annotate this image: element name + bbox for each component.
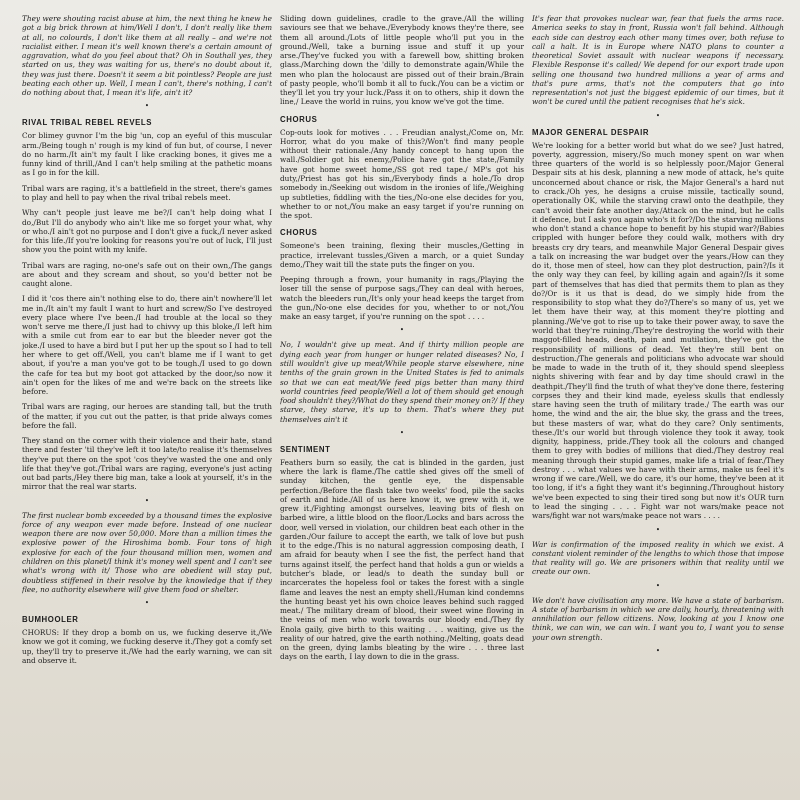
song-title-major-general-despair: MAJOR GENERAL DESPAIR (532, 127, 650, 137)
lyric-paragraph: Peeping through a frown, your humanity in rags,/Playing the loser till the sense of purpose sags,/They can deal with heroes, watch the bleeders run,/It's only your head keeps the target from the gun,/No-one else decides for you, whether to or not,/You make an easy target, if you're running on the spot . . . . (280, 275, 524, 322)
bullet-separator: • (144, 102, 150, 111)
lyric-paragraph: CHORUS: If they drop a bomb on us, we fucking deserve it,/We know we got it coming, we fucking deserve it./They got a comfy set up, they'll try to preserve it./We had the early warning, we can sit and observe it. (22, 628, 272, 665)
lyric-paragraph: Tribal wars are raging, no-one's safe out on their own,/The gangs are about and they scream and shout, so you'd better not be caught alone. (22, 260, 272, 289)
lyric-paragraph: Tribal wars are raging, it's a battlefield in the street, there's games to play and hell to pay when the rival tribal rebels meet. (22, 183, 272, 202)
lyric-paragraph: Cor blimey guvnor I'm the big 'un, cop an eyeful of this muscular arm./Being tough n' rough is my kind of fun but, of course, I never do no harm./It ain't my fault I like cracking bones, it gives me a funny kind of thrill,/And I can't help smiling at the pathetic moans as I go in for the kill. (22, 131, 272, 178)
bullet-separator: • (144, 496, 150, 505)
bullet-separator: • (399, 428, 405, 437)
bullet-separator: • (655, 111, 661, 120)
bullet-separator: • (655, 646, 661, 655)
song-title-rival-tribal-rebel-revels: RIVAL TRIBAL REBEL REVELS (22, 118, 153, 128)
civilisation-quote: We don't have civilisation any more. We have a state of barbarism. A state of barbarism in which we are daily, hourly, threatening with annihilation our fellow citizens. Now, looking at you I know one think, we can win, we can win. I want you to, I want you to sense your own strength. (532, 595, 784, 642)
chorus-heading: CHORUS (280, 114, 318, 124)
nuclear-quote: The first nuclear bomb exceeded by a thousand times the explosive force of any weapon ever made before. Instead of one nuclear weapon there are now over 50,000. More than a million times the explosive power of the Hiroshima bomb. Four tons of high explosive for each of the four thousand million men, women and children on this planet/I think it's money well spent and I can't see what's wrong with it/ Those who are obedient will stay put, doubtless stiffened in their resolve by the knowledge that if they flee, no authority elsewhere will give them food or shelter. (22, 510, 272, 594)
bullet-separator: • (399, 326, 405, 335)
bullet-separator: • (144, 599, 150, 608)
war-confirmation-quote: War is confirmation of the imposed reality in which we exist. A constant violent reminder of the lengths to which those that impose that reality will go. We are prisoners within that reality until we create our own. (532, 539, 784, 577)
lyric-paragraph: Sliding down guidelines, cradle to the grave./All the willing saviours see that we behave./Everybody knows they're there, see them all around./Lots of little people who'll put you in the ground./Well, take a burning issue and stuff it up your arse./They've fucked you with a farewell bow, shitting broken glass./Marching down the 'dilly to demonstrate again/While the men who plan the holocaust are pissed out of their brain./Brain of pasty people, who'll bomb it all to fuck./You can be a victim or they'll let you try your luck./Pass it on to others, ship it down the line,/ Leave the world in ruins, you know we've got the time. (280, 14, 524, 107)
bullet-separator: • (655, 525, 661, 534)
meat-quote: No, I wouldn't give up meat. And if thirty million people are dying each year from hunger or hunger related diseases? No, I still wouldn't give up meat/While people starve elsewhere, nine tenths of the grain grown in the United States is fed to animals so that we can eat meat/We feed pigs better than many third world countries feed people/Well a lot of them should get enough food shouldn't they?/What do they spend their money on?/ If they starve, they starve, it's up to them. That's where they put themselves ain't it (280, 340, 524, 424)
lyric-paragraph: I did it 'cos there ain't nothing else to do, there ain't nowhere'll let me in./It ain't my fault I want to hurt and screw/So I've destroyed every place where I've been./I had trouble at the local so they won't serve me there,/I just had to chivvy up this bloke,/I left him with a smile cut from ear to ear but the bleeder never got the joke./I used to have a bird but I put her up the spout so I had to tell her where to get off./Well, you can't blame me if I want to get about, if you're a man you've got to be tough./I used to go down the cafe for tea but my boot got attacked by the door,/so now it ain't open for the likes of me and we're back on the streets like before. (22, 294, 272, 397)
lyric-paragraph: We're looking for a better world but what do we see? Just hatred, poverty, aggression, misery./So much money spent on war when three quarters of the world is so helplessly poor./Major General Despair sits at his desk, planning a new mode of attack, he's quite unconcerned about chance or risk, the Major General's a hard nut to crack./Oh yes, he designs a cruise missile, tactically sound, operationally OK, while the starving crawl onto the deathpile, they can't avoid their fate another day./Attack on the mind, but he calls it defence, but I ask you again who's it for?/Do the starving millions who don't stand a chance hope to benefit by his stupid war?/Babies crippled with hunger before they could walk, mothers with dry breasts cry dry tears, and meanwhile Major General Despair gives a talk on increasing the war budget over the years./How can they do it, those men of steel, how can they plot destruction, pain?/Is it the only way they can feel, by killing again and again?/Is it some part of themselves that has died that permits them to plan as they do?/Or is it us that is dead, do we simply hide from the responsibility to stop what they do?/There's so many of us, yet we let them have their way, at this moment they're plotting and planning./We've got to rise up to take their power away, to save the world that they're ruining./They're destroying the world with their maggot-filled heads, death, pain and mutilation, they've got the responsibility of millions of dead. Yet they're still bent on destruction./The generals and politicians who advocate war should be made to wade in the truth of it, they should spend sleepless nights shivering with fear and by day time should crawl in the deathpit./They'll find the truth of what they've done there, festering corpses they and their kind made, eyeless skulls that endlessly stare having seen the truth of military trade./ The earth was our home, the wind and the air, the blue sky, the grass and the trees, but these masters of war, what do they care? Only sentiments, these./It's our world but through violence they took it away, took dignity, happiness, pride./They took all the colours and changed them to grey with bodies of millions that died./They destroy real meaning through their stupid games, make life a trial of fear./They destroy . . . what values we have with their arms, make us feel it's wrong if we care./Well, we do care, it's our home, they've been at it too long, if it's a fight they want it's beginning./Throughout history we've been expected to sing their tired song but now it's OUR turn to lead the singing . . . . Fight war not wars/make peace not wars/fight war not wars/make peace not wars . . . . (532, 140, 784, 521)
chorus-heading: CHORUS (280, 228, 318, 238)
lyric-paragraph: Feathers burn so easily, the cat is blinded in the garden, just where the lark is flame./The cattle shed gives off the smell of sunday kitchen, the gentle eye, the dispensable perfection./Before the flash take two weeks' food, pile the sacks of earth and hide./All of us here know it, we grew with it, we grew it./Fighting amongst ourselves, leaving bits of flesh on barbed wire, a little blood on the floor./Locks and bars across the door, well versed in violation, our children beat each other in the garden./Our failure to accept the earth, we talk of love but push it to the edge./This is no natural aggression composing death, I am afraid for beauty when I see the fist, the perfect hand that turns against itself, the perfect hand that holds a gun or wields a butcher's blade, or lead/s to death the sunday bull or incarcerates the hopeless fool or takes the forest with a single flame and leaves the nest an empty shell./Human kind condemns the hunting beast yet his own choice leaves behind such ragged meat./ The military dream of blood, their sweet wine flowing in the veins of men who work towards our bloody end./They fly Enola gaily, give birth to this waiting . . . waiting, give us the reality of our hatred, give the earth nothing./Melting, goats dead on the green, dying lambs bleating by the wire . . . three last days on the earth, I lay down to die in the grass. (280, 457, 524, 662)
column-middle (280, 14, 524, 794)
lyric-paragraph: Why can't people just leave me be?/I can't help doing what I do,/But I'll do anybody who ain't like me so forget your what, why or who./I ain't got no purpose and I don't give a fuck,/I never asked for this life./If you're looking for reasons you're out of luck, I'll just show you the point with my knife. (22, 208, 272, 255)
arms-race-quote: It's fear that provokes nuclear war, fear that fuels the arms race. America seeks to stay in front, Russia won't fall behind. Although each side can destroy each other many times over, both refuse to call a halt. It is in Europe where NATO plans to counter a theoretical Soviet assault with nuclear weapons if necessary. Flexible Response it's called/ We depend for our export trade upon selling one thousand two hundred millions a year of arms and that's pure arms, that's not the computers that go into representation's not just the biggest epidemic of our times, but it won't be cured until the patient recognises that he's sick. (532, 14, 784, 107)
lyric-paragraph: Cop-outs look for motives . . . Freudian analyst,/Come on, Mr. Horror, what do you make of this?/Won't find many people without their rationale./Any handy concept to hang upon the wall./Soldier got his enemy,/Police have got the state,/Family have got home sweet home,/SS got red tape./ MP's got his duty,/Priest has got his sin,/Everybody finds a hole./To drop somebody in./Seeking out wisdom in the ironies of life,/Weighing up subtleties, fiddling with the ties,/No-one else decides for you, whether to or not,/You make an easy target if you're running on the spot. (280, 127, 524, 221)
song-title-bumhooler: BUMHOOLER (22, 615, 79, 625)
column-right (532, 14, 784, 794)
song-title-sentiment: SENTIMENT (280, 444, 331, 454)
lyric-paragraph: They stand on the corner with their violence and their hate, stand there and fester 'til they've left it too late/to realise it's themselves they've put there on the spot 'cos they've wasted the one and only life that they've got./Tribal wars are raging, everyone's just acting out bad parts,/Hey there big man, take a look at yourself, it's in the mirror that the real war starts. (22, 436, 272, 492)
column-left (22, 14, 272, 794)
lyric-paragraph: Someone's been training, flexing their muscles,/Getting in practice, irrelevant tussles,/Given a march, or a quiet Sunday demo,/They wait till the state puts the finger on you. (280, 241, 524, 269)
lyric-paragraph: Tribal wars are raging, our heroes are standing tall, but the truth of the matter, if you cut out the patter, is that pride always comes before the fall. (22, 402, 272, 430)
intro-quote: They were shouting racist abuse at him, the next thing he knew he got a big brick thrown at him/Well I don't, I don't really like them at all, no colourds, I don't like them at all really – and we're not racialist either. I mean it's well known there's a certain amount of aggravation, what do you feel about that? Oh in Southall yes, they started on us, they was waiting for us, there's no doubt about it, they was just there. Doesn't it seem a bit pointless? People are just beating each other up. Well, I mean I can't, there's nothing, I can't do nothing about that, I mean it's life, ain't it? (22, 14, 272, 98)
bullet-separator: • (655, 581, 661, 590)
